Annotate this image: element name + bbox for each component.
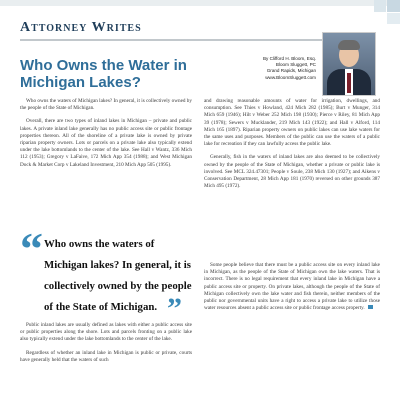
paragraph: Generally, fish in the waters of inland lakes are also deemed to be collectively owned by the people of the State of Michigan, whether a private or public lake is involved. See MCL 324.47301; People v Soule, 238 Mich 130 (1927); and Aikens v Conservation Department, 28 Mich App 181 (1970) reversed on other grounds 387 Mich 495 (1972). [204, 154, 380, 190]
close-quote-icon: ” [167, 292, 182, 325]
byline-website: www.BloomSluggett.com [265, 74, 316, 80]
paragraph-with-end-mark [204, 262, 380, 312]
byline-author: By Clifford H. Bloom, Esq. [262, 56, 316, 61]
author-photo [322, 32, 376, 96]
paragraph: Overall, there are two types of inland lakes in Michigan – private and public lakes. A private inland lake generally has no public access site or public frontage properties thereon. All of the shoreline of a private lake is owned by private riparian property owners. Lots or parcels on a private lake also typically extend under the lake bottomlands to the center of the lake. See Hall v Wantz, 336 Mich 112 (1953); Gregory v LaFaive, 172 Mich App 354 (1988); and West Michigan Dock & Market Corp v Lakeland Investment, 210 Mich App 505 (1995). [20, 118, 192, 168]
column-right-bottom [204, 262, 380, 318]
section-label: Attorney Writes [20, 20, 142, 35]
paragraph: Public inland lakes are usually defined as lakes with either a public access site or public properties along the shore. Lots and parcels fronting on a public lake also typically extend under the lake bottomlands to the center of the lake. [20, 322, 192, 343]
header-rule [20, 39, 360, 41]
paragraph: and drawing reasonable amounts of water for irrigation, dwellings, and consumption. See Thies v Howland, 424 Mich 282 (1985); Burt v Munger, 314 Mich 659 (1946); Hilt v Weber 252 Mich 198 (1930); Pierce v Riley, 81 Mich App 39 (1978); Sewers v Mucklander, 219 Mich 143 (1922); and Hall v Alford, 114 Mich 165 (1897). Riparian property owners on public lakes can use lake waters for the same uses and purposes. Members of the public can use the waters of a public lake for recreation if they can lawfully access the public lake. [204, 98, 380, 148]
author-byline [238, 56, 316, 81]
section-header [20, 20, 360, 42]
byline-location: Grand Rapids, Michigan [266, 68, 316, 74]
paragraph-text: Some people believe that there must be a public access site on every inland lake in Michigan, as the people of the State of Michigan own the lake waters. That is incorrect. There is no legal requirement that every inland lake in Michigan have a public access site or property. On private lakes, although the people of the State of Michigan collectively own the lake water and fish therein, neither members of the public nor governmental units have a right to access a private lake to utilize those water resources absent a public access site or public frontage access property. [204, 262, 380, 312]
open-quote-icon: “ [20, 223, 43, 274]
byline-firm: Bloom Sluggett, PC [275, 62, 316, 68]
column-left-bottom [20, 322, 192, 370]
paragraph: Who owns the waters of Michigan lakes? In general, it is collectively owned by the people of the State of Michigan. [20, 98, 192, 112]
pull-quote-text: Who owns the waters of Michigan lakes? In general, it is collectively owned by the people of the State of Michigan. [44, 238, 192, 313]
article-title: Who Owns the Water in Michigan Lakes? [20, 57, 187, 91]
end-of-article-icon [368, 305, 373, 309]
paragraph: Regardless of whether an inland lake in Michigan is public or private, courts have generally held that the waters of such [20, 349, 192, 363]
column-left-top [20, 98, 192, 175]
column-right-top [204, 98, 380, 196]
pull-quote [20, 223, 192, 325]
